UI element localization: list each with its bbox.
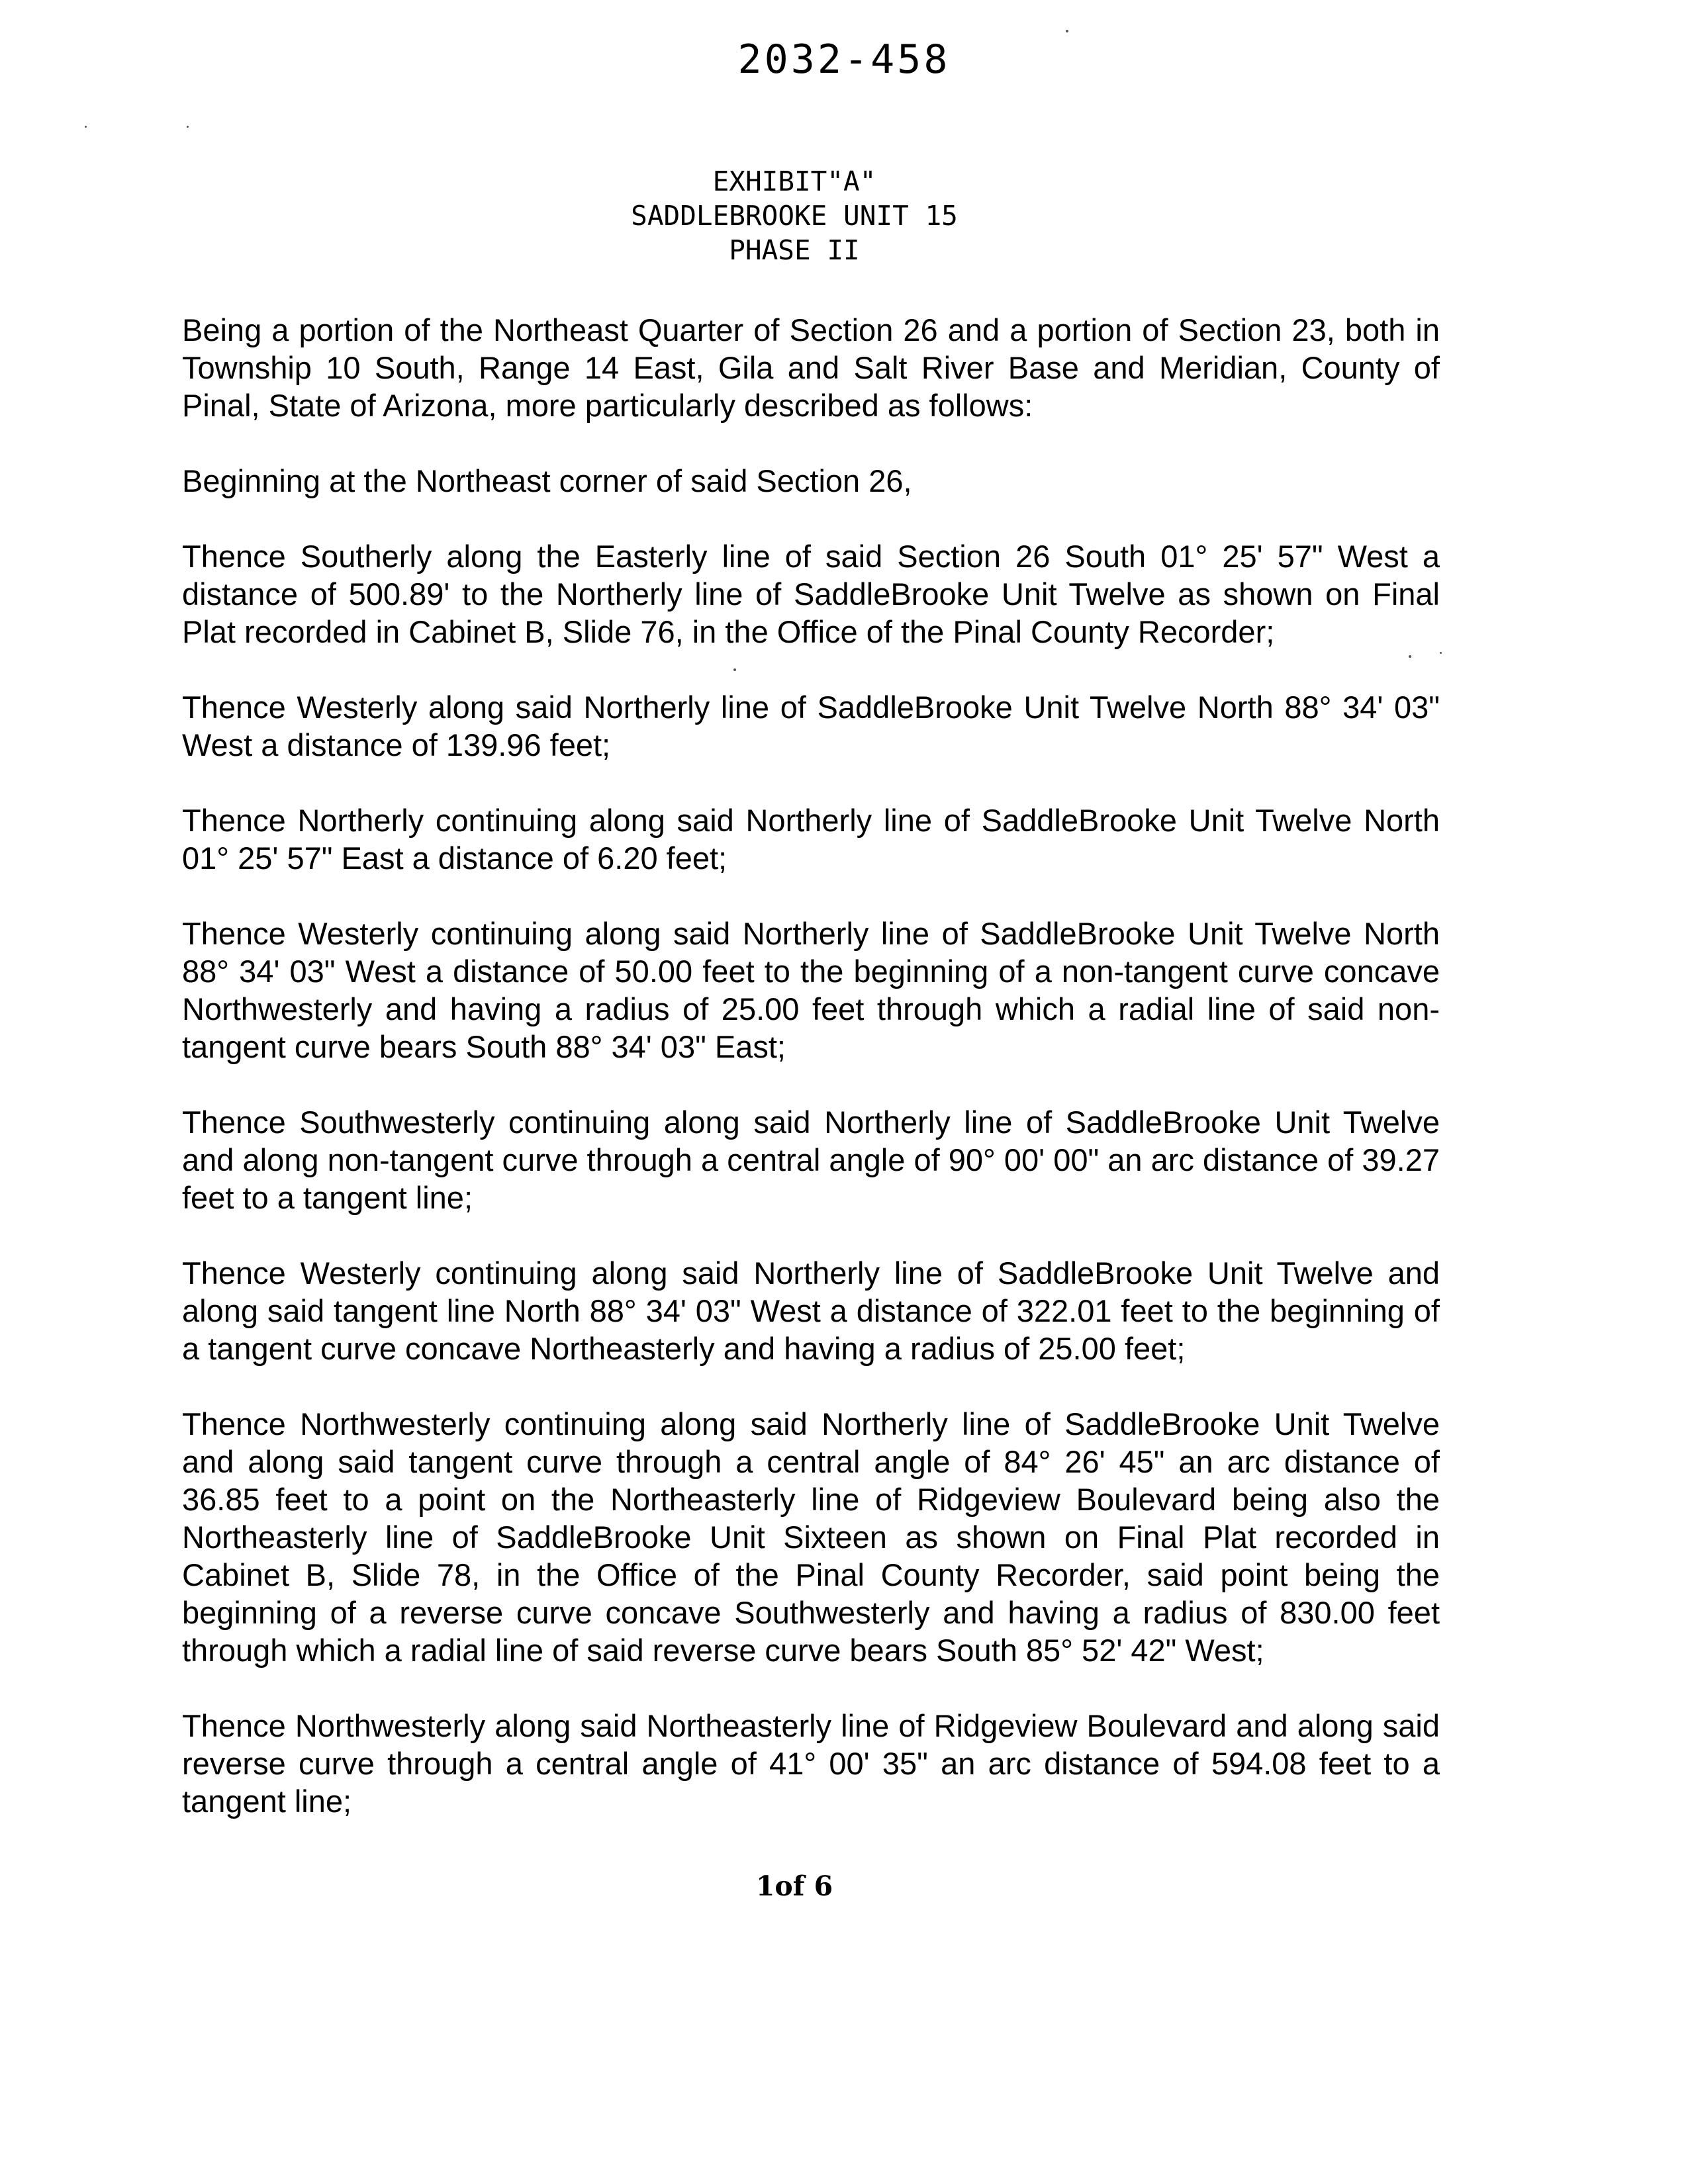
paragraph-intro: Being a portion of the Northeast Quarter of Section 26 and a portion of Section 23, both in Township 10 South, Range 14 East, Gila and Salt River Base and Meridian, County of Pinal, State of Arizona, more particularly described as follows:: [182, 312, 1440, 423]
paragraph-course-7: Thence Northwesterly continuing along said Northerly line of SaddleBrooke Unit Twelve and along said tangent curve through a central angle of 84° 26' 45" an arc distance of 36.85 feet to a point on the Northeasterly line of Ridgeview Boulevard being also the Northeasterly line of SaddleBrooke Unit Sixteen as shown on Final Plat recorded in Cabinet B, Slide 78, in the Office of the Pinal County Recorder, said point being the beginning of a reverse curve concave Southwesterly and having a radius of 830.00 feet through which a radial line of said reverse curve bears South 85° 52' 42" West;: [182, 1406, 1440, 1668]
paragraph-course-4: Thence Westerly continuing along said Northerly line of SaddleBrooke Unit Twelve North 88° 34' 03" West a distance of 50.00 feet to the beginning of a non-tangent curve concave Northwesterly and having a radius of 25.00 feet through which a radial line of said non-tangent curve bears South 88° 34' 03" East;: [182, 916, 1440, 1064]
scan-speck: [1066, 30, 1068, 32]
document-number: 2032-458: [737, 36, 951, 83]
phase-title: PHASE II: [729, 234, 860, 266]
scan-speck: [187, 126, 189, 128]
paragraph-course-8: Thence Northwesterly along said Northeasterly line of Ridgeview Boulevard and along said reverse curve through a central angle of 41° 00' 35" an arc distance of 594.08 feet to a tangent line;: [182, 1708, 1440, 1819]
exhibit-title: EXHIBIT"A": [712, 165, 876, 197]
scan-speck: [733, 668, 736, 671]
scan-speck: [85, 126, 87, 128]
paragraph-course-2: Thence Westerly along said Northerly line of SaddleBrooke Unit Twelve North 88° 34' 03" West a distance of 139.96 feet;: [182, 690, 1440, 762]
legal-description: [182, 311, 1440, 1858]
paragraph-course-1: Thence Southerly along the Easterly line of said Section 26 South 01° 25' 57" West a distance of 500.89' to the Northerly line of SaddleBrooke Unit Twelve as shown on Final Plat recorded in Cabinet B, Slide 76, in the Office of the Pinal County Recorder;: [182, 539, 1440, 649]
paragraph-beginning: Beginning at the Northeast corner of said Section 26,: [182, 463, 912, 498]
page-number: 1of 6: [755, 1870, 833, 1902]
subdivision-title: SADDLEBROOKE UNIT 15: [631, 200, 958, 232]
exhibit-header: [0, 164, 1589, 267]
paragraph-course-5: Thence Southwesterly continuing along said Northerly line of SaddleBrooke Unit Twelve and along non-tangent curve through a central angle of 90° 00' 00" an arc distance of 39.27 feet to a tangent line;: [182, 1105, 1440, 1215]
paragraph-course-6: Thence Westerly continuing along said Northerly line of SaddleBrooke Unit Twelve and along said tangent line North 88° 34' 03" West a distance of 322.01 feet to the beginning of a tangent curve concave Northeasterly and having a radius of 25.00 feet;: [182, 1255, 1440, 1366]
paragraph-course-3: Thence Northerly continuing along said Northerly line of SaddleBrooke Unit Twelve North 01° 25' 57" East a distance of 6.20 feet;: [182, 803, 1440, 876]
scan-speck: [1440, 652, 1442, 654]
scan-speck: [1409, 655, 1411, 658]
